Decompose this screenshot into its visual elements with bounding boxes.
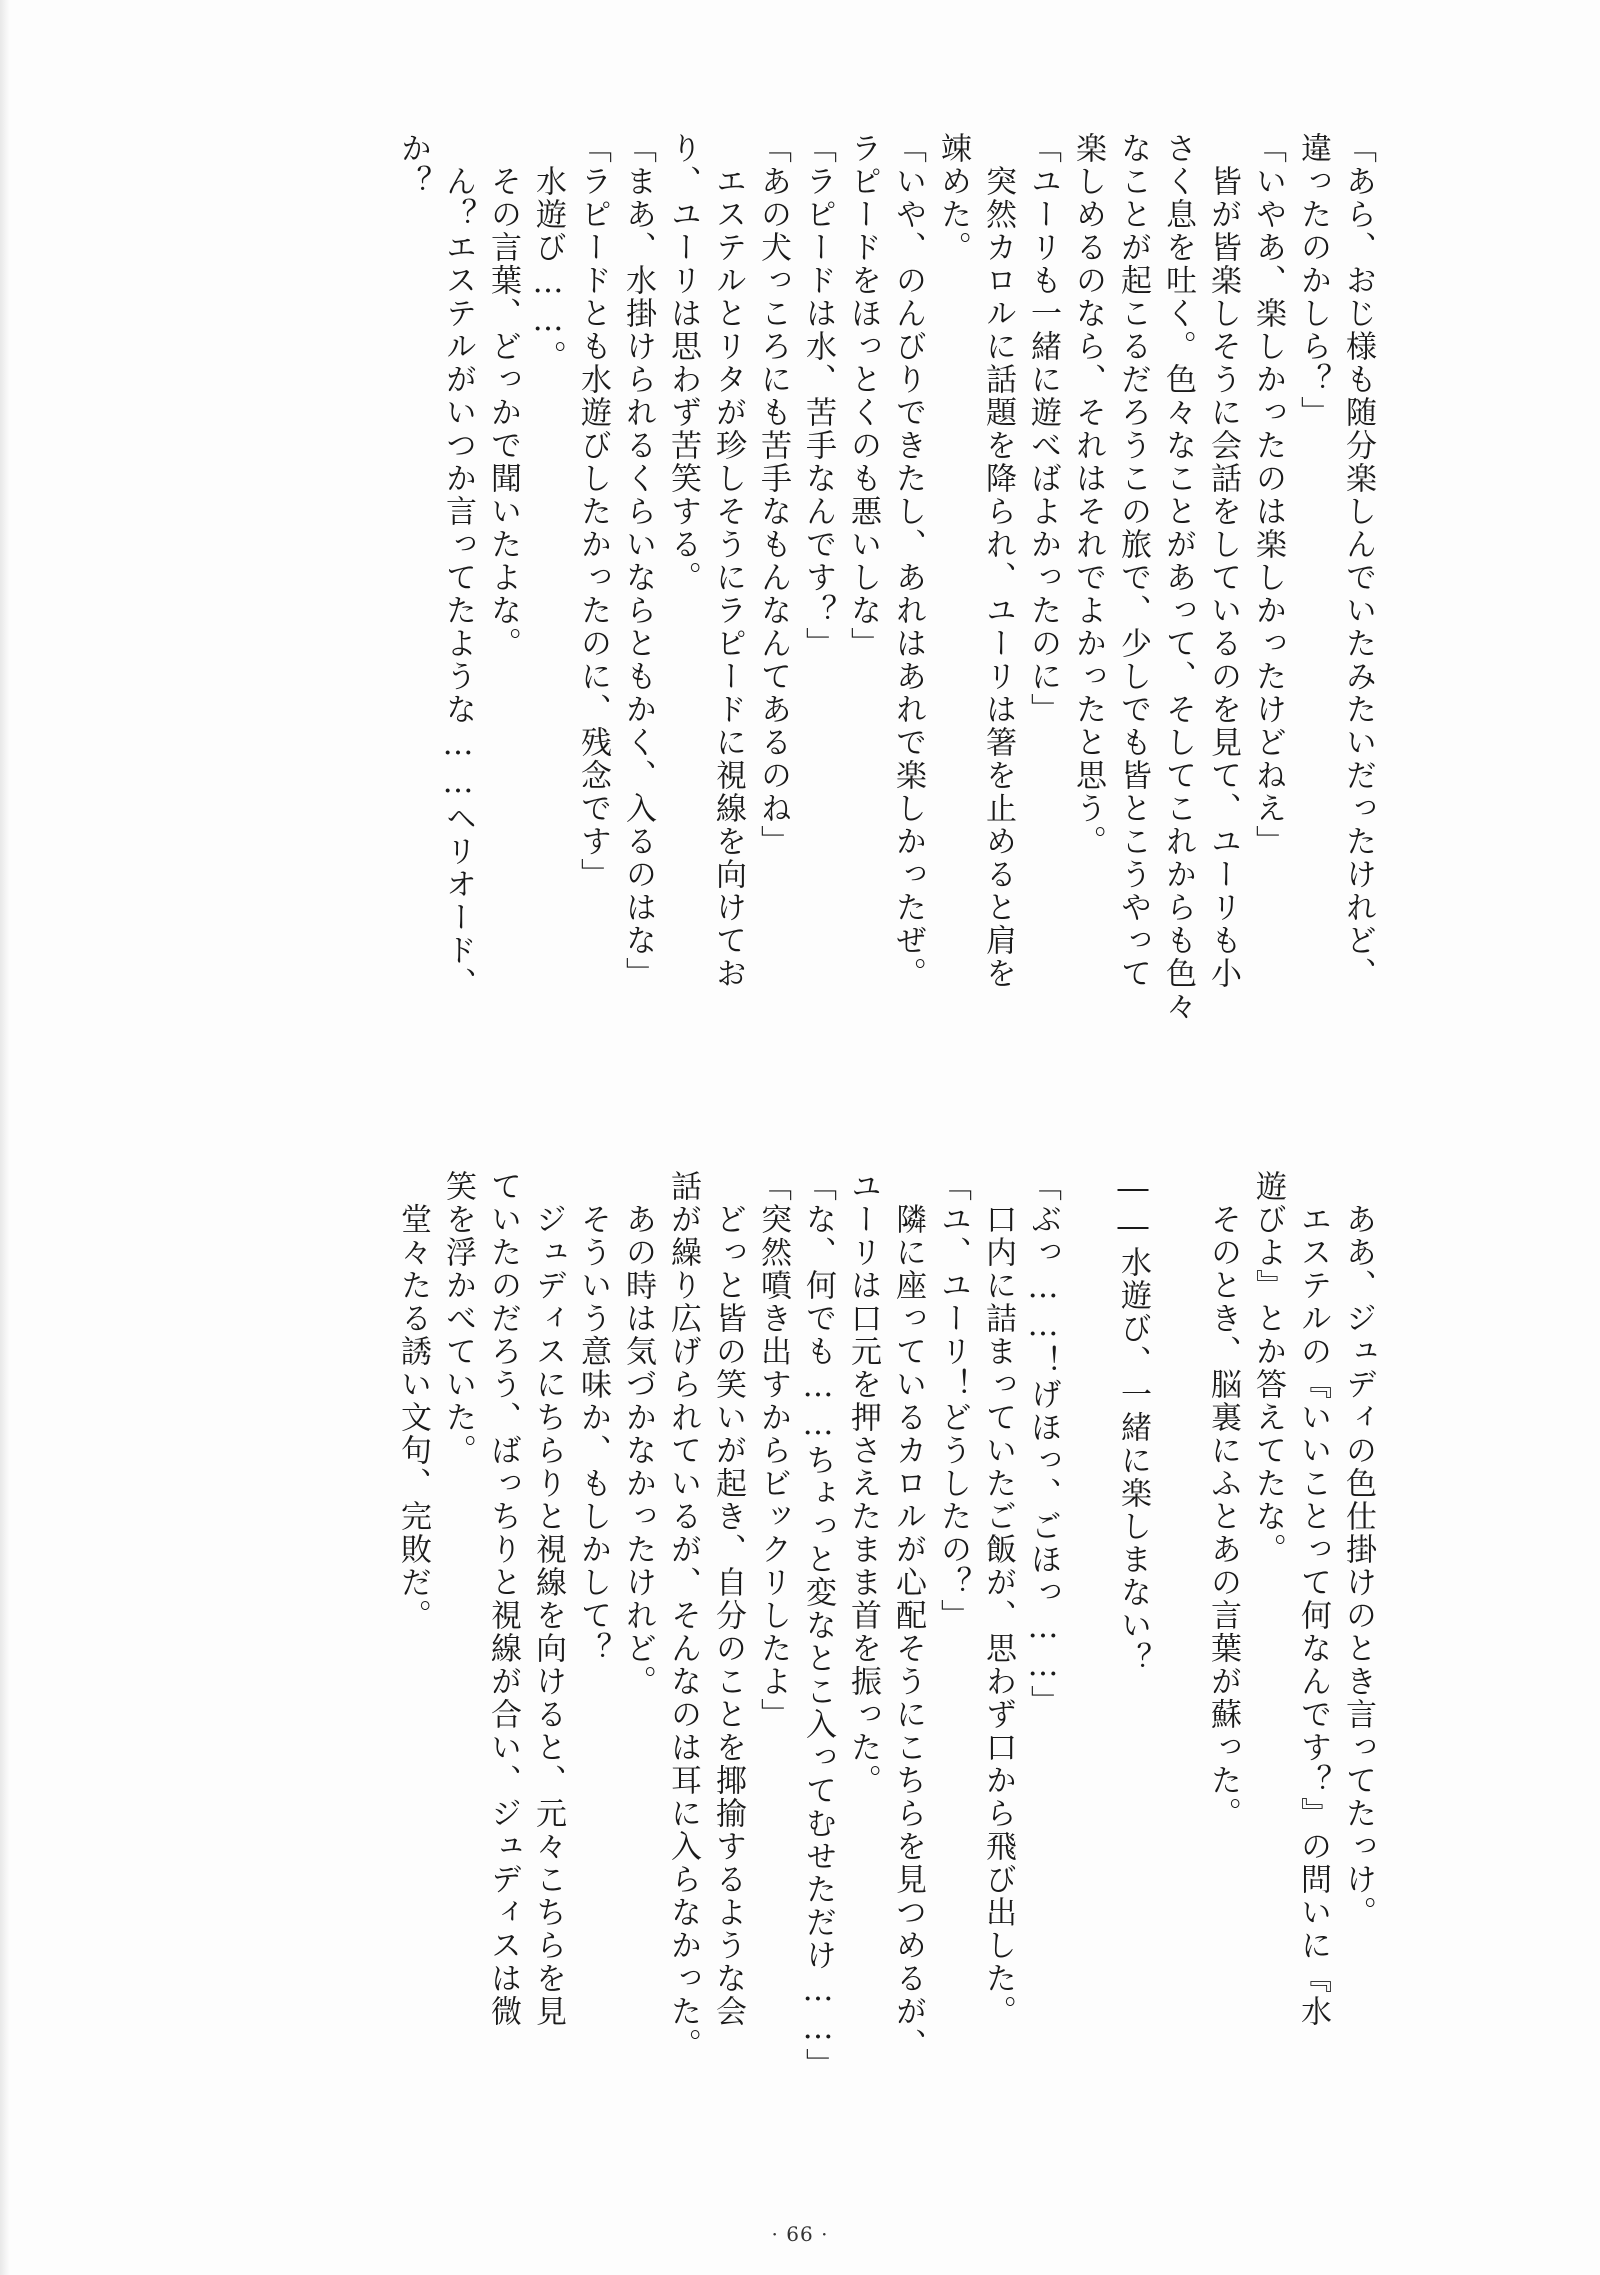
text-line: なことが起こるだろうこの旅で、少しでも皆とこうやって — [1115, 132, 1151, 990]
text-line: 「ユーリも一緒に遊べばよかったのに」 — [1025, 132, 1061, 726]
text-line: 口内に詰まっていたご飯が、思わず口から飛び出した。 — [980, 1170, 1016, 2028]
text-line: そのとき、脳裏にふとあの言葉が蘇った。 — [1205, 1170, 1241, 1830]
text-line: り、ユーリは思わず苦笑する。 — [665, 132, 701, 594]
text-line: 「いや、のんびりできたし、あれはあれで楽しかったぜ。 — [890, 132, 926, 990]
page-number: · 66 · — [771, 2222, 829, 2246]
text-block-bottom — [390, 1170, 1380, 2090]
text-line: 「な、何でも……ちょっと変なとこ入ってむせただけ……」 — [800, 1170, 836, 2081]
text-line: ラピードをほっとくのも悪いしな」 — [845, 132, 881, 660]
text-line: 「ラピードは水、苦手なんです？」 — [800, 132, 836, 660]
text-line: 突然カロルに話題を降られ、ユーリは箸を止めると肩を — [980, 132, 1016, 990]
text-line: どっと皆の笑いが起き、自分のことを揶揄するような会 — [710, 1170, 746, 2028]
text-line: ユーリは口元を押さえたまま首を振った。 — [845, 1170, 881, 1797]
text-line: 水遊び……。 — [530, 132, 566, 373]
text-line: 皆が皆楽しそうに会話をしているのを見て、ユーリも小 — [1205, 132, 1241, 990]
text-line: さく息を吐く。色々なことがあって、そしてこれからも色々 — [1160, 132, 1196, 1023]
text-line: 隣に座っているカロルが心配そうにこちらを見つめるが、 — [890, 1170, 926, 2061]
text-line: あの時は気づかなかったけれど。 — [620, 1170, 656, 1698]
text-line: そういう意味か、もしかして？ — [575, 1170, 611, 1665]
text-line: か？ — [395, 132, 431, 198]
text-line: 「ラピードとも水遊びしたかったのに、残念です」 — [575, 132, 611, 891]
text-line: 「まあ、水掛けられるくらいならともかく、入るのはな」 — [620, 132, 656, 990]
text-line: ――水遊び、一緒に楽しまない？ — [1115, 1170, 1151, 1675]
text-line: ていたのだろう、ばっちりと視線が合い、ジュディスは微 — [485, 1170, 521, 2028]
text-line — [1065, 1170, 1110, 2090]
text-line: エステルとリタが珍しそうにラピードに視線を向けてお — [710, 132, 746, 990]
text-line: 違ったのかしら？」 — [1295, 132, 1331, 429]
text-line: 「ぶっ……！げほっ、ごほっ……」 — [1025, 1170, 1061, 1718]
text-line: 竦めた。 — [935, 132, 971, 264]
text-line: ジュディスにちらりと視線を向けると、元々こちらを見 — [530, 1170, 566, 2028]
text-line: 「いやあ、楽しかったのは楽しかったけどねえ」 — [1250, 132, 1286, 858]
text-line: エステルの『いいことって何なんです？』の問いに『水 — [1295, 1170, 1331, 2028]
text-line: 堂々たる誘い文句、完敗だ。 — [395, 1170, 431, 1632]
text-line: 遊びよ』とか答えてたな。 — [1250, 1170, 1286, 1566]
text-line — [1155, 1170, 1200, 2090]
text-line: 「突然噴き出すからビックリしたよ」 — [755, 1170, 791, 1731]
text-line: 笑を浮かべていた。 — [440, 1170, 476, 1467]
binding-edge — [0, 0, 10, 2275]
text-line: 「ユ、ユーリ！どうしたの？」 — [935, 1170, 971, 1632]
text-line: 話が繰り広げられているが、そんなのは耳に入らなかった。 — [665, 1170, 701, 2061]
text-line: ああ、ジュディの色仕掛けのとき言ってたっけ。 — [1340, 1170, 1376, 1929]
text-line: その言葉、どっかで聞いたよな。 — [485, 132, 521, 660]
text-line: 楽しめるのなら、それはそれでよかったと思う。 — [1070, 132, 1106, 858]
text-line: ん？エステルがいつか言ってたような……ヘリオード、 — [440, 132, 476, 1000]
text-block-top — [390, 132, 1380, 1052]
text-line: 「あら、おじ様も随分楽しんでいたみたいだったけれど、 — [1340, 132, 1376, 990]
text-line: 「あの犬っころにも苦手なもんなんてあるのね」 — [755, 132, 791, 858]
